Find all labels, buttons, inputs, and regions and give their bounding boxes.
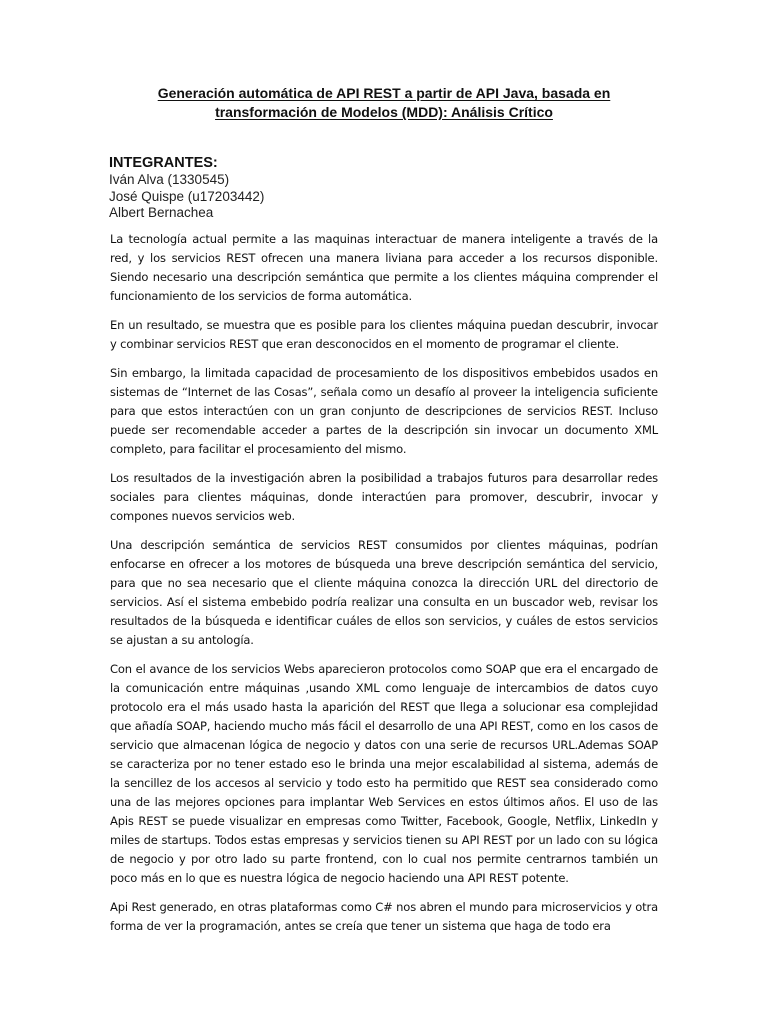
body-paragraph: Los resultados de la investigación abren la posibilidad a trabajos futuros para desarrollar redes sociales para clientes máquinas, donde interactúen para promover, descubrir, invocar y compones nuevos servicios web. — [110, 471, 658, 523]
member-name: José Quispe (u17203442) — [109, 188, 265, 204]
body-paragraph: Con el avance de los servicios Webs aparecieron protocolos como SOAP que era el encargado de la comunicación entre máquinas ,usando XML como lenguaje de intercambios de datos cuyo protocolo era el más usado hasta la aparición del REST que llega a solucionar esa complejidad que añadía SOAP, haciendo mucho más fácil el desarrollo de una API REST, como en los casos de servicio que almacenan lógica de negocio y datos con una serie de recursos URL.Ademas SOAP se caracteriza por no tener estado eso le brinda una mejor escalabilidad al sistema, además de la sencillez de los accesos al servicio y todo esto ha permitido que REST sea considerado como una de las mejores opciones para implantar Web Services en estos últimos años. El uso de las Apis REST se puede visualizar en empresas como Twitter, Facebook, Google, Netflix, LinkedIn y miles de startups. Todos estas empresas y servicios tienen su API REST por un lado con su lógica de negocio y por otro lado su parte frontend, con lo cual nos permite centrarnos también un poco más en lo que es nuestra lógica de negocio haciendo una API REST potente. — [110, 662, 658, 885]
member-name: Albert Bernachea — [109, 205, 214, 220]
title-line-1: Generación automática de API REST a partir de API Java, basada en — [157, 85, 611, 101]
document-body — [110, 230, 658, 946]
body-paragraph: Api Rest generado, en otras plataformas como C# nos abren el mundo para microservicios y otra forma de ver la programación, antes se creía que tener un sistema que haga de todo era — [110, 900, 658, 933]
document-title — [100, 84, 668, 122]
member-name: Iván Alva (1330545) — [109, 172, 230, 187]
integrantes-section — [109, 155, 669, 222]
title-line-2: transformación de Modelos (MDD): Análisis Crítico — [215, 104, 553, 120]
integrantes-heading: INTEGRANTES: — [109, 155, 218, 171]
body-paragraph: Sin embargo, la limitada capacidad de procesamiento de los dispositivos embebidos usados en sistemas de “Internet de las Cosas”, señala como un desafío al proveer la inteligencia suficiente para que estos interactúen con un gran conjunto de descripciones de servicios REST. Incluso puede ser recomendable acceder a partes de la descripción sin invocar un documento XML completo, para facilitar el procesamiento del mismo. — [110, 366, 658, 456]
body-paragraph: La tecnología actual permite a las maquinas interactuar de manera inteligente a través de la red, y los servicios REST ofrecen una manera liviana para acceder a los recursos disponible. Siendo necesario una descripción semántica que permite a los clientes máquina comprender el funcionamiento de los servicios de forma automática. — [110, 232, 658, 303]
body-paragraph: En un resultado, se muestra que es posible para los clientes máquina puedan descubrir, invocar y combinar servicios REST que eran desconocidos en el momento de programar el cliente. — [110, 318, 658, 351]
body-paragraph: Una descripción semántica de servicios REST consumidos por clientes máquinas, podrían enfocarse en ofrecer a los motores de búsqueda una breve descripción semántica del servicio, para que no sea necesario que el cliente máquina conozca la dirección URL del directorio de servicios. Así el sistema embebido podría realizar una consulta en un buscador web, revisar los resultados de la búsqueda e identificar cuáles de ellos son servicios, y cuáles de estos servicios se ajustan a su antología. — [110, 538, 658, 647]
